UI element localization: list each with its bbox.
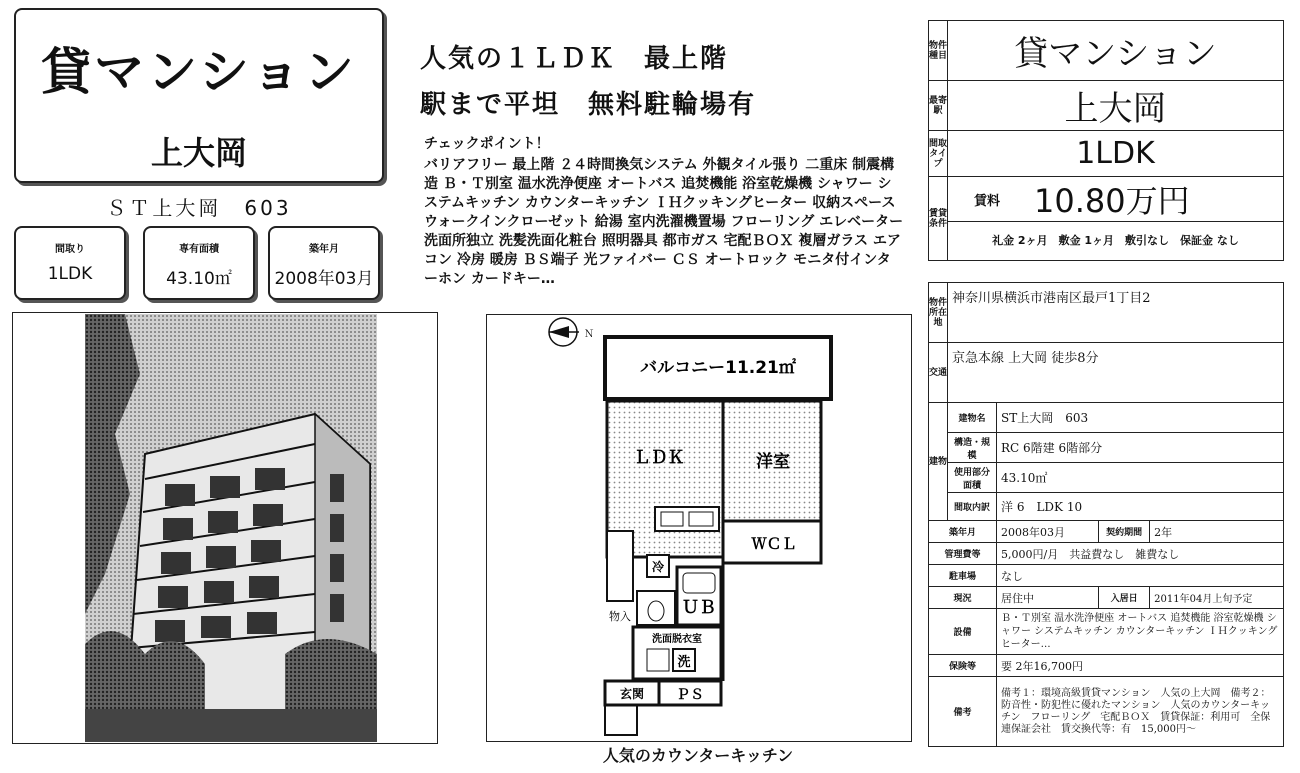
- rent-label: 賃料: [974, 193, 1001, 209]
- move-in-date: 2011年04月上旬予定: [1150, 587, 1284, 609]
- listing-title: 貸マンション: [41, 43, 357, 101]
- room-washroom: 洗面脱衣室: [652, 634, 702, 645]
- spec-area: [143, 226, 255, 300]
- checkpoint-text: バリアフリー 最上階 ２４時間換気システム 外観タイル張り 二重床 制震構造 Ｂ・Ｔ別室 温水洗浄便座 オートバス 追焚機能 浴室乾燥機 シャワー システムキッチン カウンターキッチン ＩＨクッキングヒーター 収納スペース ウォークインクローゼット 給湯 室内洗濯機置場 フローリング エレベーター 洗面所独立 洗髪洗面化粧台 照明器具 都市ガス 宅配ＢＯＸ 複層ガラス エアコン 冷房 暖房 ＢＳ端子 光ファイバー ＣＳ オートロック モニタ付インターホン カードキー…: [424, 157, 904, 287]
- remarks: 備考１：環境高級賃貸マンション 人気の上大岡 備考２：防音性・防犯性に優れたマンション 人気のカウンターキッチン フローリング 宅配ＢＯＸ 賃貸保証：利用可 全保連保証会社 賃交換代等：有 15,000円～: [997, 677, 1284, 747]
- headline-2: 駅まで平坦 無料駐輪場有: [420, 90, 757, 120]
- property-type: 貸マンション: [948, 21, 1284, 81]
- spec-value: 43.10㎡: [166, 269, 232, 289]
- side-label: 間取タイプ: [929, 131, 948, 177]
- spec-label: 専有面積: [179, 244, 219, 255]
- rent-value: 10.80万円: [1034, 182, 1190, 220]
- spec-built: [268, 226, 380, 300]
- field-label: 保険等: [929, 655, 997, 677]
- building-name: ST上大岡 603: [997, 403, 1284, 433]
- rental-terms: 礼金 2ヶ月 敷金 1ヶ月 敷引なし 保証金 なし: [992, 234, 1239, 247]
- field-label: 契約期間: [1099, 521, 1150, 543]
- field-label: 築年月: [929, 521, 997, 543]
- room-breakdown: 洋 6 LDK 10: [997, 493, 1284, 521]
- structure: RC 6階建 6階部分: [997, 433, 1284, 463]
- side-label: 物件種目: [929, 21, 948, 81]
- spec-layout: [14, 226, 126, 300]
- side-label: 建物: [929, 403, 948, 521]
- side-label: 物件所在地: [929, 283, 948, 343]
- washer-mark: 洗: [677, 655, 691, 670]
- spec-label: 間取り: [55, 244, 85, 255]
- nearest-station: 上大岡: [948, 81, 1284, 131]
- current-status: 居住中: [997, 587, 1099, 609]
- listing-area: 上大岡: [150, 134, 247, 172]
- layout-type: 1LDK: [948, 131, 1284, 177]
- transport: 京急本線 上大岡 徒歩8分: [948, 343, 1284, 403]
- building-photo-frame: [12, 312, 438, 744]
- room-ub: ＵＢ: [682, 598, 716, 618]
- building-code: ＳＴ上大岡 603: [106, 196, 292, 220]
- room-western: 洋室: [756, 452, 790, 472]
- summary-table: [928, 20, 1284, 261]
- field-label: 建物名: [948, 403, 997, 433]
- field-label: 間取内訳: [948, 493, 997, 521]
- room-wcl: ＷＣＬ: [751, 535, 797, 553]
- headline-1: 人気の１ＬＤＫ 最上階: [420, 44, 729, 74]
- floorplan-drawing: [487, 315, 911, 741]
- equipment: Ｂ・Ｔ別室 温水洗浄便座 オートバス 追焚機能 浴室乾燥機 シャワー システムキッチン カウンターキッチン ＩＨクッキングヒーター…: [997, 609, 1284, 655]
- fridge-mark: 冷: [651, 560, 665, 574]
- field-label: 設備: [929, 609, 997, 655]
- room-entrance: 玄関: [619, 687, 645, 701]
- field-label: 駐車場: [929, 565, 997, 587]
- building-photo: [85, 314, 377, 742]
- title-box: [14, 8, 384, 183]
- details-table: [928, 282, 1284, 747]
- floorplan-caption: 人気のカウンターキッチン: [602, 746, 794, 765]
- checkpoint-title: チェックポイント！: [424, 136, 550, 152]
- contract-period: 2年: [1150, 521, 1284, 543]
- room-ps: ＰＳ: [676, 687, 704, 703]
- floor-area: 43.10㎡: [997, 463, 1284, 493]
- side-label: 交通: [929, 343, 948, 403]
- field-label: 使用部分面積: [948, 463, 997, 493]
- side-label: 最寄駅: [929, 81, 948, 131]
- spec-value: 1LDK: [47, 264, 93, 284]
- parking: なし: [997, 565, 1284, 587]
- management-fee: 5,000円/月 共益費なし 雑費なし: [997, 543, 1284, 565]
- field-label: 構造・規模: [948, 433, 997, 463]
- floorplan-frame: [486, 314, 912, 742]
- field-label: 入居日: [1099, 587, 1150, 609]
- field-label: 備考: [929, 677, 997, 747]
- side-label: 賃貸条件: [929, 177, 948, 261]
- room-storage: 物入: [609, 610, 631, 623]
- room-balcony: バルコニー11.21㎡: [640, 358, 796, 378]
- insurance: 要 2年16,700円: [997, 655, 1284, 677]
- compass-label: Ｎ: [584, 329, 594, 340]
- field-label: 現況: [929, 587, 997, 609]
- compass-icon: [549, 318, 594, 346]
- built-date: 2008年03月: [997, 521, 1099, 543]
- field-label: 管理費等: [929, 543, 997, 565]
- spec-value: 2008年03月: [274, 269, 374, 289]
- location: 神奈川県横浜市港南区最戸1丁目2: [948, 283, 1284, 343]
- spec-label: 築年月: [309, 244, 339, 255]
- room-ldk: ＬＤＫ: [633, 448, 685, 468]
